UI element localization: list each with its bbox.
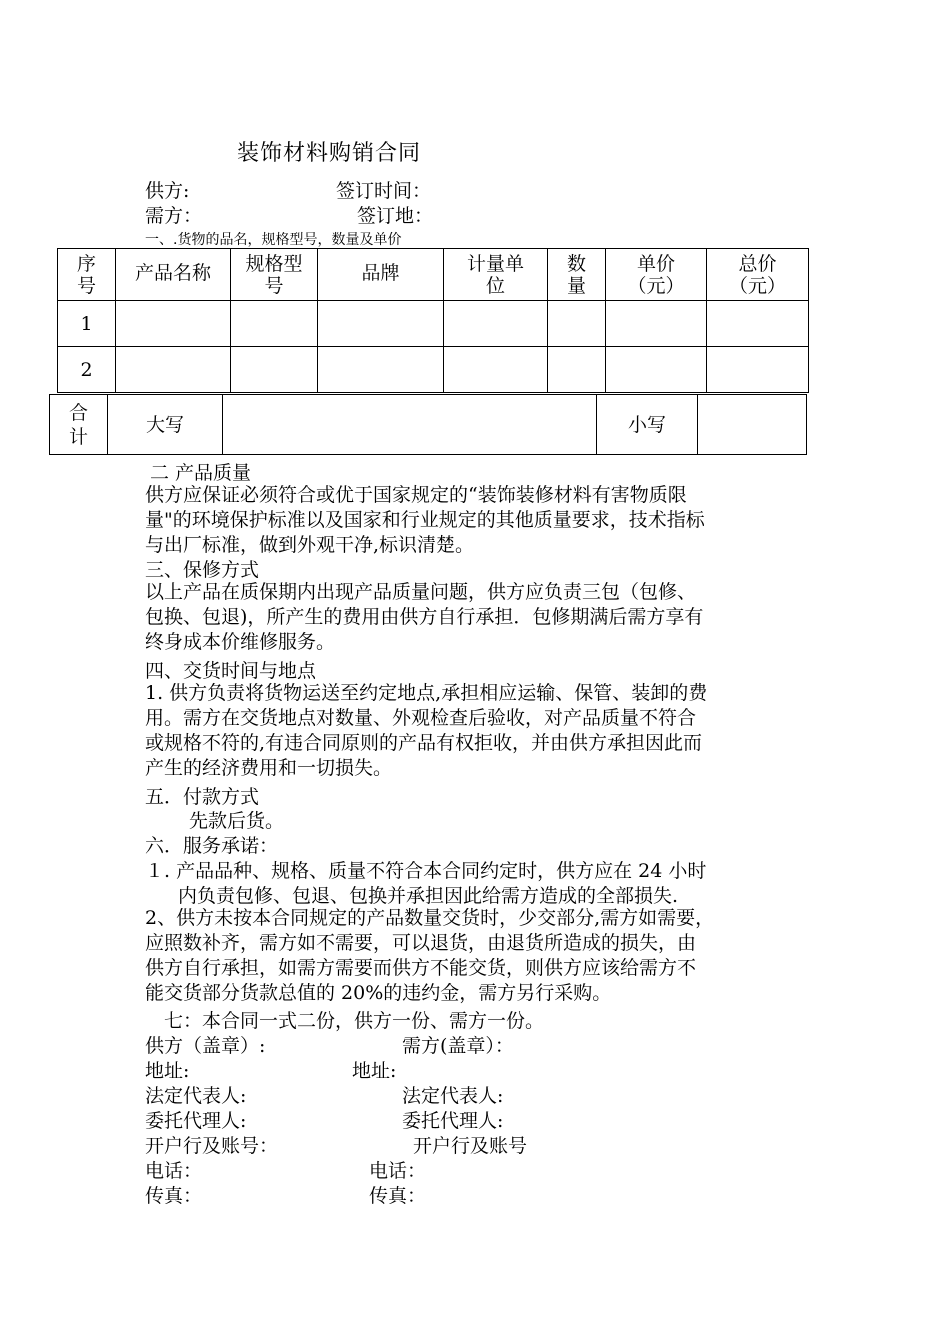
cell-brand	[318, 301, 444, 347]
section-6-item-2	[145, 906, 835, 1006]
header-spec	[231, 249, 318, 301]
sum-label-line-2: 计	[68, 425, 88, 448]
section-4-body	[145, 681, 815, 781]
section-5-text: 先款后货。	[189, 810, 285, 832]
section-3-line: 包换、包退)，所产生的费用由供方自行承担．包修期满后需方享有	[145, 606, 704, 628]
sig-buyer-fax: 传真：	[369, 1185, 427, 1207]
cell-qty	[548, 347, 606, 393]
sig-buyer-legal-rep: 法定代表人:	[402, 1085, 504, 1107]
table-row	[58, 347, 809, 393]
sig-buyer-seal: 需方(盖章）：	[402, 1035, 514, 1057]
sig-supplier-address: 地址:	[145, 1060, 190, 1082]
table-header-row	[58, 249, 809, 301]
section-2-line: 量"的环境保护标准以及国家和行业规定的其他质量要求，技术指标	[145, 509, 705, 531]
header-price	[606, 249, 707, 301]
cell-unit	[444, 301, 548, 347]
section-2-heading: 二 产品质量	[150, 462, 252, 484]
header-total-line-1: 总价	[738, 252, 777, 275]
section-6-item-2-line: 能交货部分货款总值的 20%的违约金，需方另行采购。	[145, 982, 612, 1004]
section-4-line: 或规格不符的,有违合同原则的产品有权拒收，并由供方承担因此而	[145, 732, 703, 754]
header-brand: 品牌	[318, 249, 444, 301]
sig-supplier-phone: 电话：	[145, 1160, 203, 1182]
lower-label: 小写	[597, 395, 698, 455]
sig-supplier-fax: 传真：	[145, 1185, 203, 1207]
section-4-line: 产生的经济费用和一切损失。	[145, 757, 393, 779]
section-7: 七：本合同一式二份，供方一份、需方一份。	[164, 1010, 545, 1032]
section-2-body	[145, 483, 815, 558]
section-3-line: 以上产品在质保期内出现产品质量问题，供方应负责三包（包修、	[145, 581, 697, 603]
section-6-item-2-line: 应照数补齐，需方如不需要，可以退货，由退货所造成的损失，由	[145, 932, 697, 954]
section-3-heading: 三、保修方式	[145, 559, 260, 581]
section-1-heading: 一、.货物的品名，规格型号，数量及单价	[145, 232, 402, 248]
upper-value	[223, 395, 597, 455]
table-row	[58, 301, 809, 347]
cell-name	[116, 301, 231, 347]
goods-table	[57, 248, 809, 393]
cell-spec	[231, 301, 318, 347]
header-name: 产品名称	[116, 249, 231, 301]
row-seq: 2	[58, 347, 116, 393]
section-6-heading: 六．服务承诺：	[145, 835, 279, 857]
section-4-line: 用。需方在交货地点对数量、外观检查后验收，对产品质量不符合	[145, 707, 697, 729]
sum-label-line-1: 合	[68, 401, 88, 424]
section-4-heading: 四、交货时间与地点	[145, 660, 317, 682]
row-seq: 1	[58, 301, 116, 347]
section-6-item-1-line-2: 内负责包修、包退、包换并承担因此给需方造成的全部损失.	[178, 885, 679, 907]
header-qty-line-1: 数	[566, 252, 586, 275]
sign-place-label: 签订地：	[357, 205, 434, 227]
header-total	[707, 249, 809, 301]
cell-total	[707, 347, 809, 393]
section-4-line: 1. 供方负责将货物运送至约定地点,承担相应运输、保管、装卸的费	[145, 682, 708, 704]
header-price-line-1: 单价	[636, 252, 675, 275]
section-6-item-2-line: 供方自行承担，如需方需要而供方不能交货，则供方应该给需方不	[145, 957, 697, 979]
sum-label	[50, 395, 108, 455]
buyer-label: 需方：	[145, 205, 203, 227]
sig-supplier-legal-rep: 法定代表人:	[145, 1085, 247, 1107]
cell-price	[606, 301, 707, 347]
sig-supplier-bank: 开户行及账号：	[145, 1135, 279, 1157]
cell-brand	[318, 347, 444, 393]
sign-time-label: 签订时间：	[336, 180, 432, 202]
header-price-line-2: （元）	[627, 274, 685, 297]
sum-table	[49, 394, 807, 455]
lower-value	[698, 395, 807, 455]
upper-label: 大写	[108, 395, 223, 455]
sig-supplier-seal: 供方（盖章）:	[145, 1035, 266, 1057]
sig-buyer-phone: 电话：	[369, 1160, 427, 1182]
cell-qty	[548, 301, 606, 347]
header-seq-line-2: 号	[76, 274, 96, 297]
header-spec-line-1: 规格型	[245, 252, 303, 275]
contract-title: 装饰材料购销合同	[237, 141, 422, 166]
header-qty	[548, 249, 606, 301]
sum-row	[50, 395, 807, 455]
header-spec-line-2: 号	[264, 274, 284, 297]
cell-name	[116, 347, 231, 393]
sig-buyer-bank: 开户行及账号	[413, 1135, 528, 1157]
section-2-line: 供方应保证必须符合或优于国家规定的“装饰装修材料有害物质限	[145, 484, 687, 506]
cell-unit	[444, 347, 548, 393]
section-3-line: 终身成本价维修服务。	[145, 631, 336, 653]
cell-price	[606, 347, 707, 393]
cell-total	[707, 301, 809, 347]
cell-spec	[231, 347, 318, 393]
header-unit-line-2: 位	[485, 274, 505, 297]
header-total-line-2: （元）	[728, 274, 786, 297]
section-3-body	[145, 580, 815, 655]
sig-supplier-agent: 委托代理人:	[145, 1110, 247, 1132]
sig-buyer-address: 地址:	[352, 1060, 397, 1082]
section-5-heading: 五．付款方式	[145, 786, 260, 808]
header-seq-line-1: 序	[76, 252, 96, 275]
section-2-line: 与出厂标准，做到外观干净,标识清楚。	[145, 534, 475, 556]
section-6-item-2-line: 2、供方未按本合同规定的产品数量交货时，少交部分,需方如需要，	[145, 907, 715, 929]
sig-buyer-agent: 委托代理人:	[402, 1110, 504, 1132]
header-qty-line-2: 量	[566, 274, 586, 297]
supplier-label: 供方:	[145, 180, 190, 202]
header-unit-line-1: 计量单	[466, 252, 524, 275]
header-unit	[444, 249, 548, 301]
section-6-item-1-line-1: １. 产品品种、规格、质量不符合本合同约定时，供方应在 24 小时	[145, 860, 707, 882]
header-seq	[58, 249, 116, 301]
